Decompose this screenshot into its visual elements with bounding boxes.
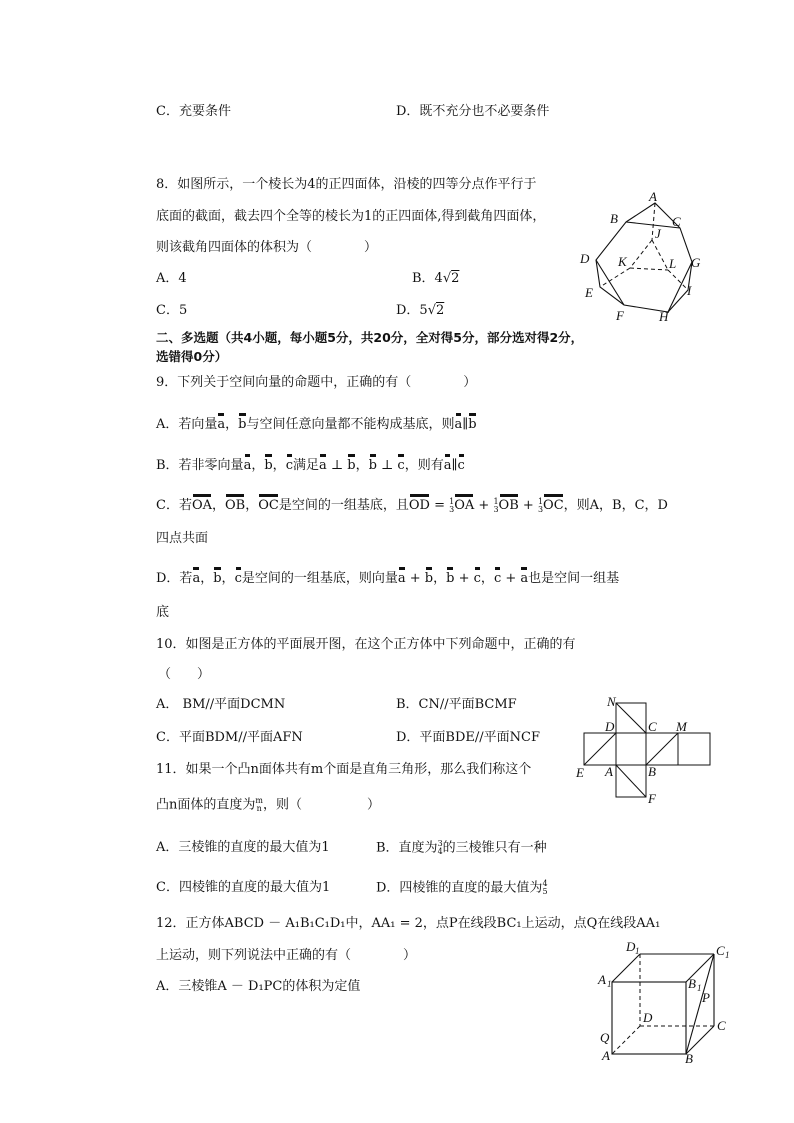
- q12-label: B: [685, 1051, 693, 1064]
- q8-option-b: B．4√2: [412, 271, 460, 286]
- q9-option-a: A．若向量a，b与空间任意向量都不能构成基底，则a∥b: [156, 413, 477, 433]
- vector: a: [455, 413, 463, 433]
- q12-label: Q: [600, 1030, 610, 1045]
- q8-stem-line3: 则该截角四面体的体积为（ ）: [156, 240, 378, 255]
- q12-label: 1: [725, 950, 730, 960]
- vector: OA: [454, 494, 474, 514]
- vector: a: [520, 567, 528, 587]
- q10-label: C: [648, 719, 657, 734]
- vector: c: [235, 567, 242, 587]
- q11-option-d: D．四棱锥的直度的最大值为 4 5: [376, 879, 548, 896]
- fraction: 1 3: [449, 496, 455, 514]
- q8-label: B: [610, 211, 618, 226]
- q10-label: D: [605, 719, 615, 734]
- q8-label: D: [580, 251, 590, 266]
- q8-label: I: [687, 283, 692, 298]
- q9-option-d-line2: 底: [156, 605, 170, 620]
- q12-label: A: [598, 972, 606, 987]
- q12-label: C: [717, 1018, 726, 1033]
- q12-label: D: [626, 939, 636, 954]
- q10-label: E: [576, 765, 584, 780]
- q8-stem-line2: 底面的截面，截去四个全等的棱长为1的正四面体,得到截角四面体，: [156, 209, 546, 224]
- vector: OC: [543, 494, 564, 514]
- q9-option-c-line2: 四点共面: [156, 531, 209, 546]
- q9-option-c: C．若OA，OB，OC是空间的一组基底，且OD = 1 3 OA + 1 3 OB + 1 3 OC，则A，B，C，D: [156, 494, 668, 514]
- q10-stem: 10．如图是正方体的平面展开图，在这个正方体中下列命题中，正确的有: [156, 637, 576, 652]
- vector: b: [347, 454, 355, 474]
- vector: OC: [258, 494, 279, 514]
- truncated-tetrahedron-figure: [578, 188, 710, 328]
- vector: b: [369, 454, 377, 474]
- vector: c: [494, 567, 501, 587]
- q7-option-c: C．充要条件: [156, 104, 231, 119]
- q8-option-d: D．5√2: [396, 303, 445, 318]
- q8-option-a: A．4: [156, 271, 187, 286]
- vector: a: [217, 413, 225, 433]
- q10-option-d: D．平面BDE//平面NCF: [396, 730, 540, 745]
- q8-stem-line1: 8．如图所示，一个棱长为4的正四面体，沿棱的四等分点作平行于: [156, 177, 537, 192]
- q12-label: B: [688, 976, 696, 991]
- vector: OD: [409, 494, 430, 514]
- section-heading-multi-choice-line2: 选错得0分）: [156, 349, 228, 364]
- q10-label: M: [676, 719, 687, 734]
- vector: b: [213, 567, 221, 587]
- q8-label: H: [659, 309, 669, 324]
- q12-label: C: [716, 943, 725, 958]
- vector: b: [238, 413, 246, 433]
- q9-stem: 9．下列关于空间向量的命题中，正确的有（ ）: [156, 375, 477, 390]
- vector: OA: [192, 494, 212, 514]
- fraction: 1 3: [537, 496, 544, 514]
- q8-label: E: [585, 285, 593, 300]
- fraction: 3 4: [437, 839, 443, 856]
- vector: b: [446, 567, 454, 587]
- q10-option-b: B．CN//平面BCMF: [396, 697, 517, 712]
- vector: c: [397, 454, 404, 474]
- vector: a: [398, 567, 406, 587]
- q8-option-c: C．5: [156, 303, 188, 318]
- q8-label: L: [669, 256, 677, 271]
- vector: a: [444, 454, 452, 474]
- q11-stem-line2: 凸n面体的直度为 m n ，则（ ）: [156, 796, 380, 813]
- q10-label: N: [607, 694, 616, 709]
- vector: OB: [499, 494, 519, 514]
- q8-label: G: [691, 255, 701, 270]
- vector: c: [474, 567, 481, 587]
- q9-option-b: B．若非零向量a，b，c满足a ⊥ b，b ⊥ c，则有a∥c: [156, 454, 465, 474]
- q12-option-a: A．三棱锥A － D₁PC的体积为定值: [156, 979, 361, 994]
- q12-label: A: [602, 1048, 610, 1063]
- q8-label: J: [655, 226, 661, 241]
- vector: OB: [225, 494, 245, 514]
- q11-stem: 11．如果一个凸n面体共有m个面是直角三角形，那么我们称这个: [156, 762, 532, 777]
- vector: a: [192, 567, 200, 587]
- sqrt-icon: √: [427, 303, 436, 318]
- q10-label: B: [648, 764, 656, 779]
- q10-option-c: C．平面BDM//平面AFN: [156, 730, 303, 745]
- q12-stem: 12．正方体ABCD － A₁B₁C₁D₁中，AA₁ = 2，点P在线段BC₁上运动，点Q在线段AA₁: [156, 916, 661, 931]
- q10-paren: （ ）: [158, 667, 211, 682]
- q12-stem-line2: 上运动，则下列说法中正确的有（ ）: [156, 948, 417, 963]
- fraction: m n: [255, 796, 263, 813]
- vector: a: [319, 454, 327, 474]
- q12-label: 1: [697, 983, 702, 993]
- cube-figure: [594, 936, 734, 1064]
- q11-option-b: B．直度为 3 4 的三棱锥只有一种: [376, 839, 547, 856]
- vector: a: [244, 454, 252, 474]
- section-heading-multi-choice: 二、多选题（共4小题，每小题5分，共20分，全对得5分，部分选对得2分，: [156, 330, 584, 345]
- q8-label: A: [649, 189, 657, 204]
- vector: b: [425, 567, 433, 587]
- q11-option-c: C．四棱锥的直度的最大值为1: [156, 880, 331, 895]
- vector: b: [264, 454, 272, 474]
- q7-option-d: D．既不充分也不必要条件: [396, 104, 550, 119]
- vector: b: [468, 413, 476, 433]
- q8-label: C: [672, 214, 681, 229]
- q8-label: K: [618, 254, 627, 269]
- vector: c: [458, 454, 465, 474]
- q9-option-d: D．若a，b，c是空间的一组基底，则向量a + b，b + c，c + a也是空间一组基: [156, 567, 619, 587]
- q8-label: F: [616, 308, 624, 323]
- q12-label: D: [643, 1010, 653, 1025]
- fraction: 4 5: [542, 879, 548, 896]
- q10-label: A: [605, 764, 613, 779]
- q12-label: 1: [607, 979, 612, 989]
- q10-option-a: A． BM//平面DCMN: [156, 697, 286, 712]
- fraction: 1 3: [493, 496, 499, 514]
- sqrt-icon: √: [442, 271, 452, 286]
- q10-label: F: [648, 791, 656, 804]
- vector: c: [286, 454, 293, 474]
- q12-label: P: [702, 990, 710, 1005]
- q12-label: 1: [635, 946, 640, 956]
- cube-net-figure: [574, 694, 714, 804]
- q11-option-a: A．三棱锥的直度的最大值为1: [156, 840, 330, 855]
